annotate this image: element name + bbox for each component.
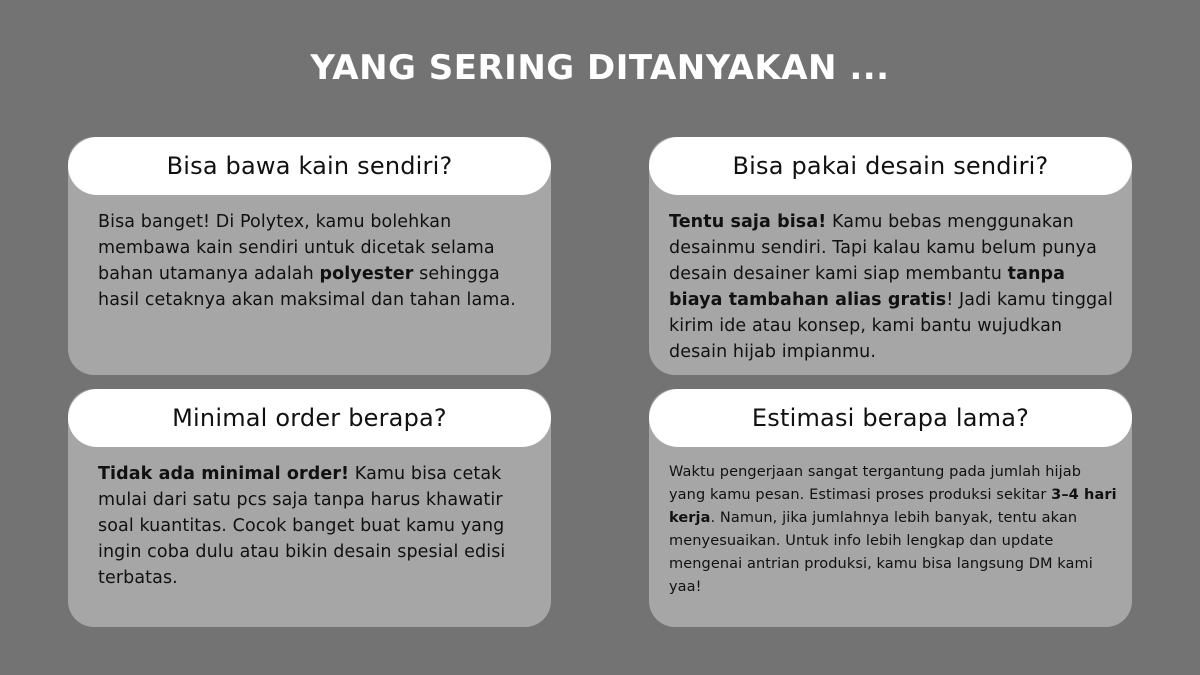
- answer-text: Bisa banget! Di Polytex, kamu bolehkan membawa kain sendiri untuk dicetak selama bahan utamanya adalah: [98, 212, 495, 284]
- answer-text: ! Jadi kamu tinggal kirim ide atau konsep, kami bantu wujudkan desain hijab impianmu.: [669, 290, 1114, 362]
- answer-highlight: Tentu saja bisa!: [669, 212, 827, 232]
- faq-question: Bisa bawa kain sendiri?: [68, 137, 551, 195]
- answer-text: Kamu bisa cetak mulai dari satu pcs saja tanpa harus khawatir soal kuantitas. Cocok banget buat kamu yang ingin coba dulu atau bikin desain spesial edisi terbatas.: [98, 464, 506, 588]
- faq-card-minimum-order: [68, 389, 551, 627]
- faq-answer: [669, 461, 1118, 599]
- answer-text: sehingga hasil cetaknya akan maksimal dan tahan lama.: [98, 264, 516, 310]
- page-title: YANG SERING DITANYAKAN ...: [310, 48, 890, 88]
- answer-highlight: polyester: [319, 264, 414, 284]
- faq-card-estimate: [649, 389, 1132, 627]
- faq-answer: [669, 209, 1118, 365]
- answer-highlight: 3–4 hari kerja: [669, 487, 1117, 526]
- faq-question: Bisa pakai desain sendiri?: [649, 137, 1132, 195]
- faq-question: Minimal order berapa?: [68, 389, 551, 447]
- answer-text: . Namun, jika jumlahnya lebih banyak, tentu akan menyesuaikan. Untuk info lebih lengkap dan update mengenai antrian produksi, kamu bisa langsung DM kami yaa!: [669, 510, 1093, 595]
- faq-question: Estimasi berapa lama?: [649, 389, 1132, 447]
- faq-card-fabric: [68, 137, 551, 375]
- faq-answer: [98, 209, 527, 313]
- answer-text: Waktu pengerjaan sangat tergantung pada jumlah hijab yang kamu pesan. Estimasi proses produksi sekitar: [669, 464, 1082, 503]
- faq-answer: [98, 461, 527, 591]
- faq-card-design: [649, 137, 1132, 375]
- answer-highlight: Tidak ada minimal order!: [98, 464, 350, 484]
- answer-text: Kamu bebas menggunakan desainmu sendiri. Tapi kalau kamu belum punya desain desainer kami siap membantu: [669, 212, 1097, 284]
- answer-highlight: tanpa biaya tambahan alias gratis: [669, 264, 1066, 310]
